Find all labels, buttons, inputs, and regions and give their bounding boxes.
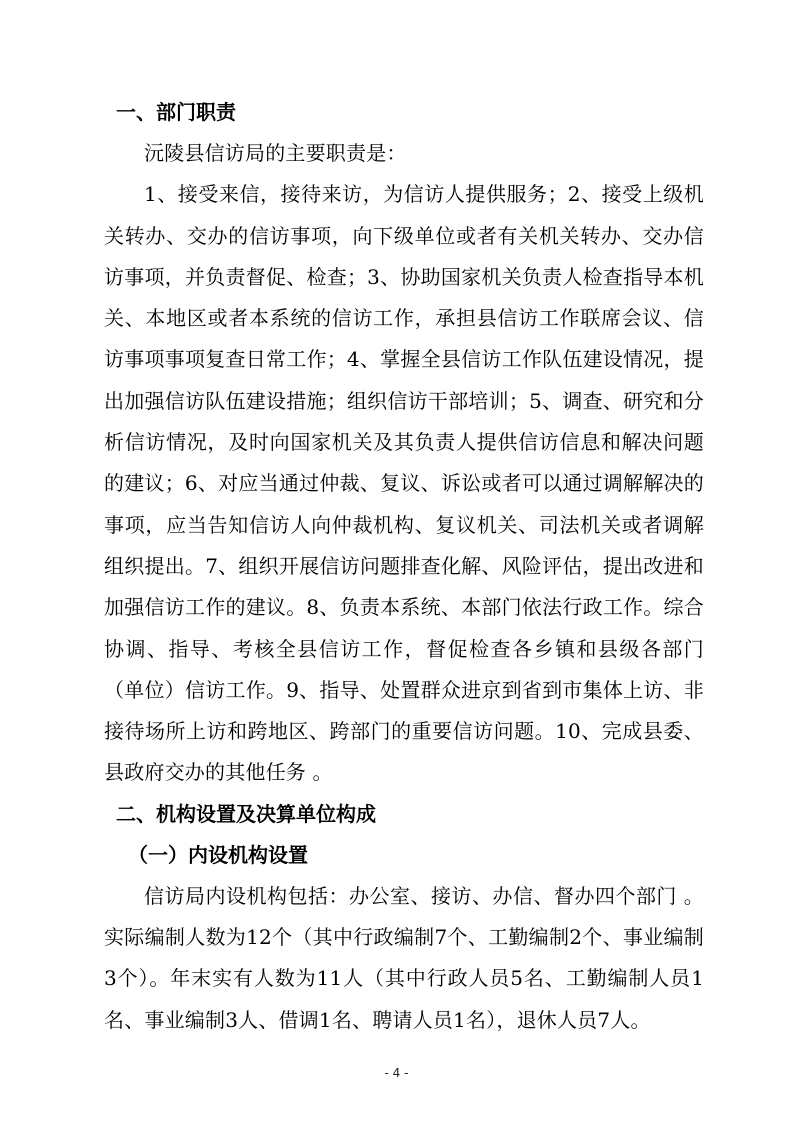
page-content bbox=[104, 92, 704, 1041]
section-1-body: 1、接受来信，接待来访，为信访人提供服务；2、接受上级机关转办、交办的信访事项，向下级单位或者有关机关转办、交办信访事项，并负责督促、检查；3、协助国家机关负责人检查指导本机关、本地区或者本系统的信访工作，承担县信访工作联席会议、信访事项事项复查日常工作；4、掌握全县信访工作队伍建设情况，提出加强信访队伍建设措施；组织信访干部培训；5、调查、研究和分析信访情况，及时向国家机关及其负责人提供信访信息和解决问题的建议；6、对应当通过仲裁、复议、诉讼或者可以通过调解解决的事项，应当告知信访人向仲裁机构、复议机关、司法机关或者调解组织提出。7、组织开展信访问题排查化解、风险评估，提出改进和加强信访工作的建议。8、负责本系统、本部门依法行政工作。综合协调、指导、考核全县信访工作，督促检查各乡镇和县级各部门（单位）信访工作。9、指导、处置群众进京到省到市集体上访、非接待场所上访和跨地区、跨部门的重要信访问题。10、完成县委、县政府交办的其他任务 。 bbox=[104, 182, 704, 785]
page-number: - 4 - bbox=[384, 1066, 409, 1080]
section-1-heading: 一、部门职责 bbox=[116, 100, 236, 124]
section-2-1-body: 信访局内设机构包括：办公室、接访、办信、督办四个部门 。实际编制人数为12个（其中行政编制7个、工勤编制2个、事业编制3个）。年末实有人数为11人（其中行政人员5名、工勤编制人员1名、事业编制3人、借调1名、聘请人员1名），退休人员7人。 bbox=[104, 883, 704, 1032]
section-2-1-heading: （一）内设机构设置 bbox=[128, 842, 308, 867]
section-1-intro: 沅陵县信访局的主要职责是： bbox=[144, 141, 407, 165]
section-2-heading: 二、机构设置及决算单位构成 bbox=[116, 801, 376, 826]
